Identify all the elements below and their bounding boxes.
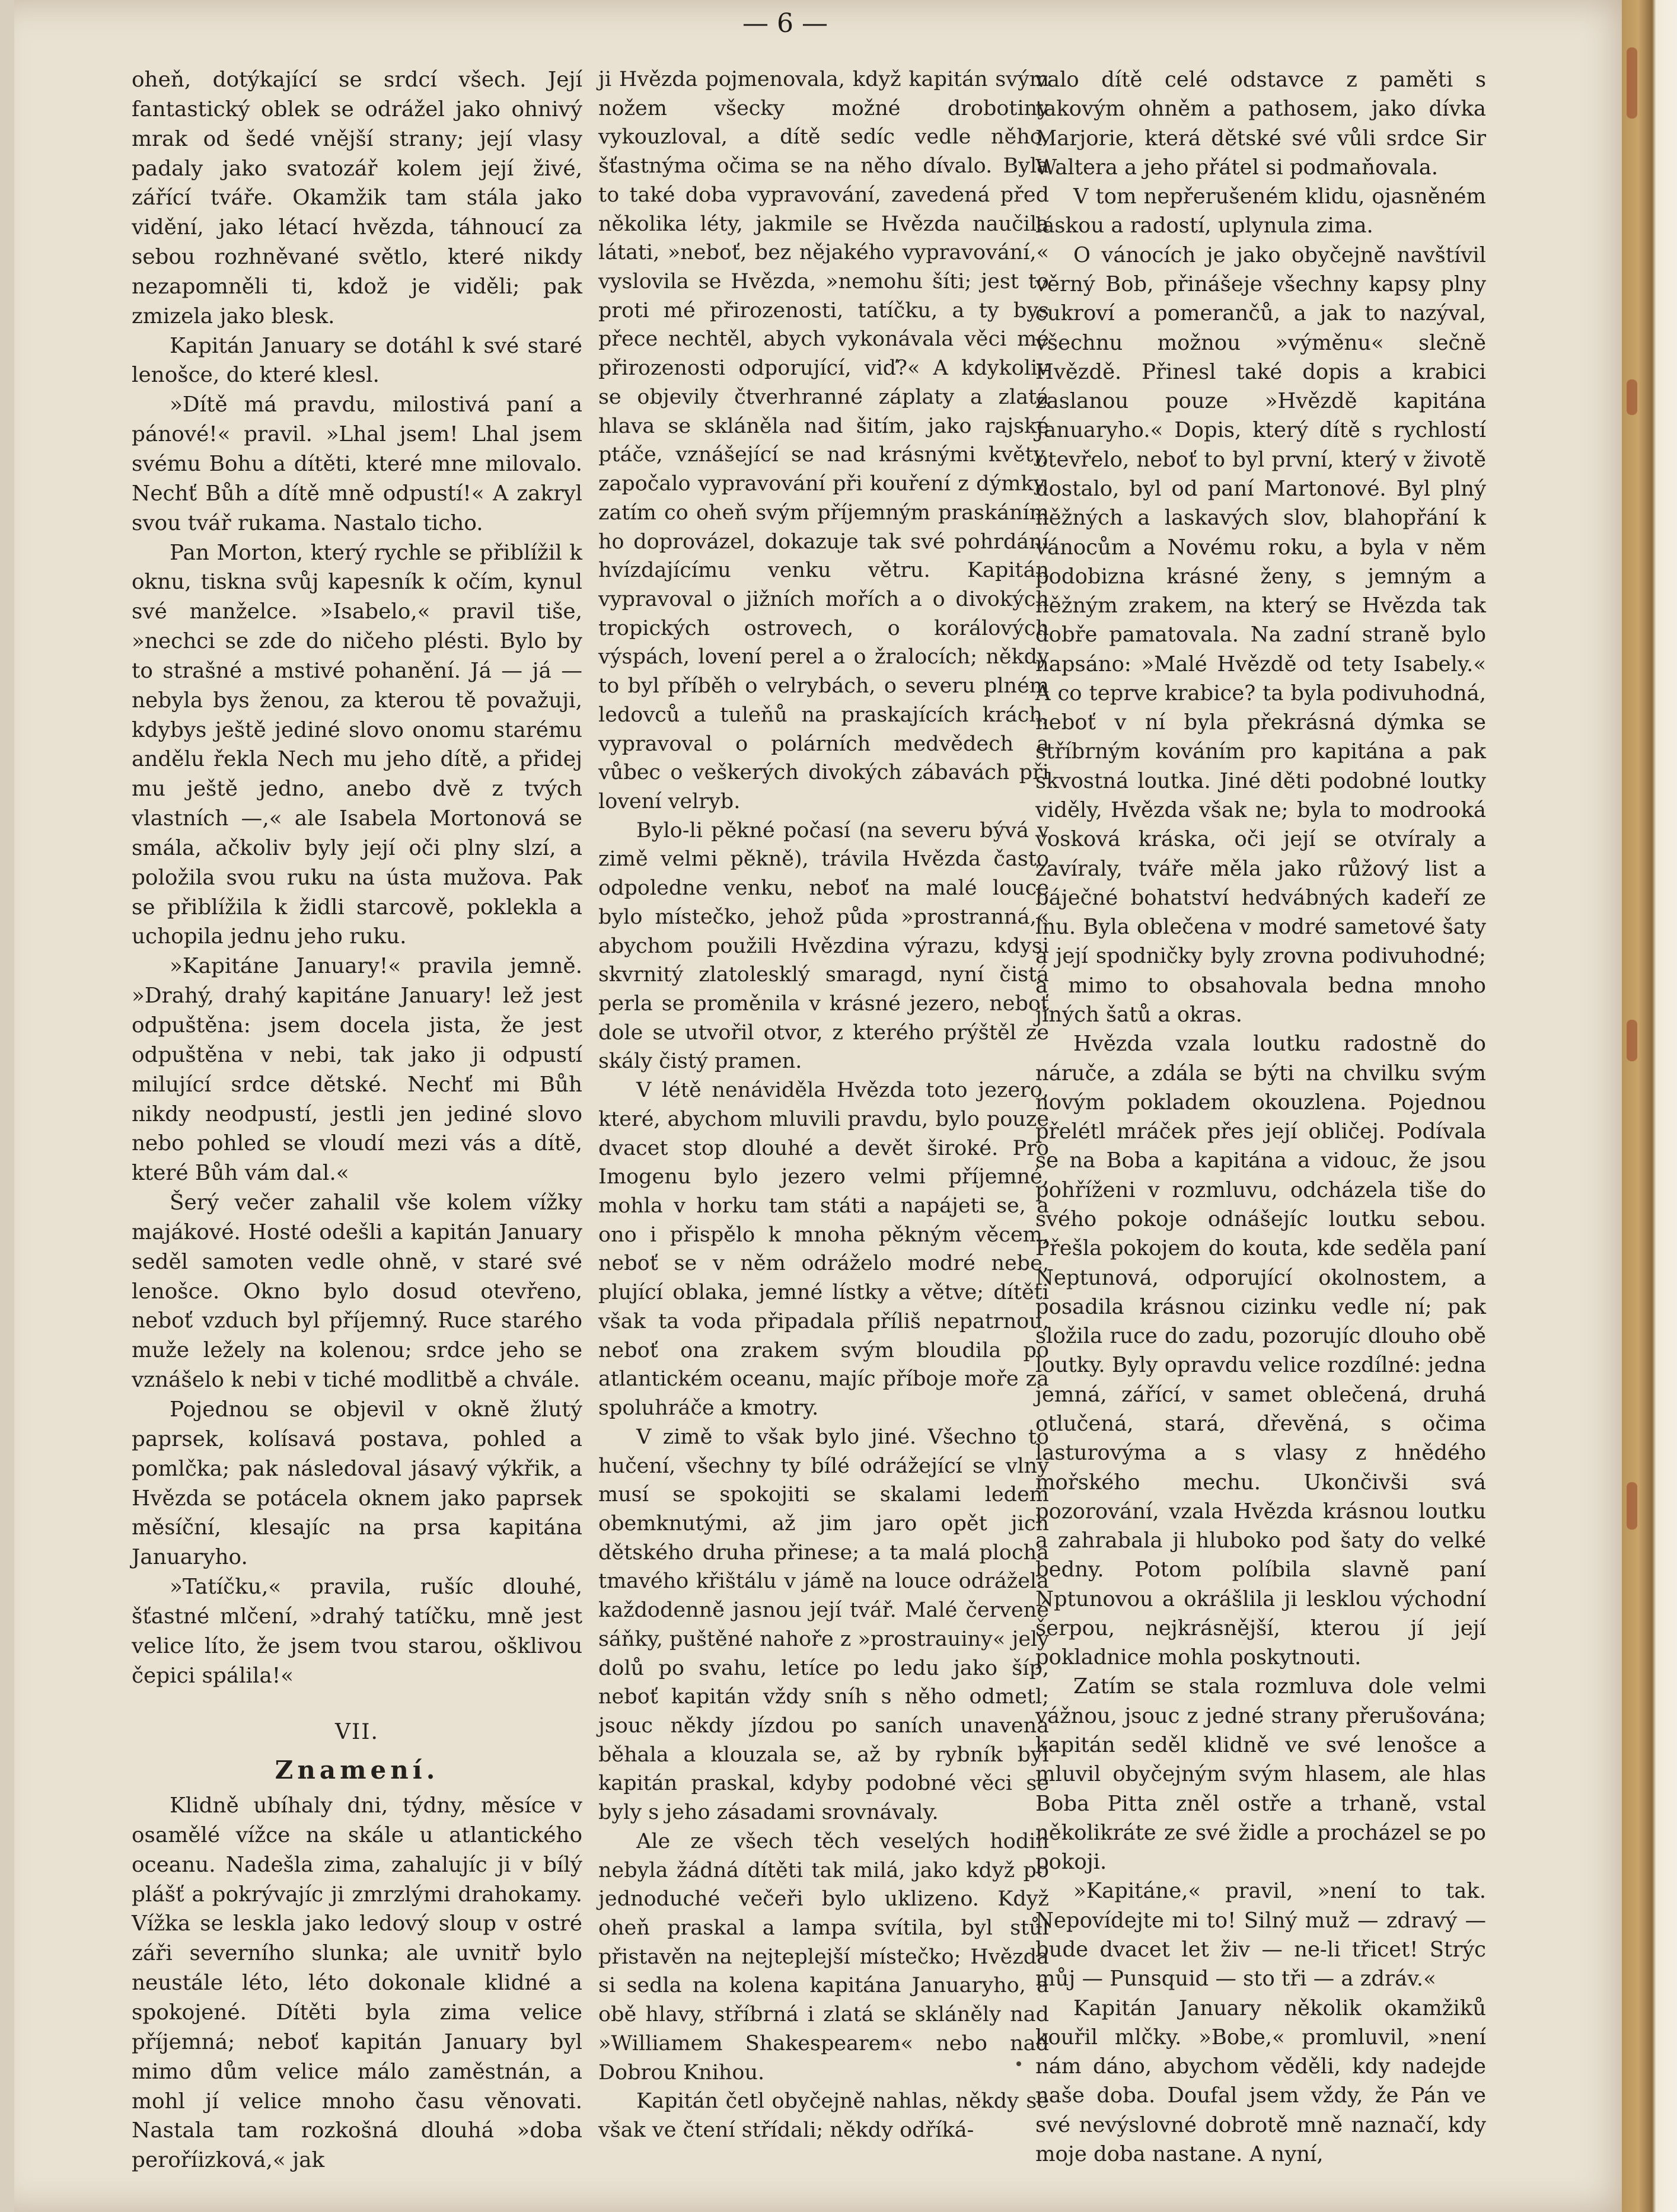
chapter-title: Znamení.	[275, 1755, 439, 1785]
paragraph: valo dítě celé odstavce z paměti s takovým ohněm a pathosem, jako dívka Marjorie, která dětské své vůli srdce Sir Waltera a jeho přátel si podmaňovala.	[1035, 68, 1486, 180]
book-page	[14, 0, 1642, 2212]
text-column-right	[1035, 65, 1486, 2169]
paragraph: Šerý večer zahalil vše kolem vížky majákové. Hosté odešli a kapitán January seděl samoten vedle ohně, v staré své lenošce. Okno bylo dosud otevřeno, neboť vzduch byl příjemný. Ruce starého muže ležely na kolenou; srdce jeho se vznášelo k nebi v tiché modlitbě a chvále.	[132, 1190, 582, 1393]
paragraph: Pojednou se objevil v okně žlutý paprsek, kolísavá postava, pohled a pomlčka; pak následoval jásavý výkřik, a Hvězda se potácela oknem jako paprsek měsíční, klesajíc na prsa kapitána Januaryho.	[132, 1397, 582, 1570]
paragraph: Kapitán January několik okamžiků kouřil mlčky. »Bobe,« promluvil, »není nám dáno, abychom věděli, kdy nadejde naše doba. Doufal jsem vždy, že Pán ve své nevýslovné dobrotě mně naznačí, kdy moje doba nastane. A nyní,	[1035, 1996, 1486, 2166]
foxing-stain	[1627, 1482, 1637, 1530]
paragraph: ji Hvězda pojmenovala, když kapitán svým nožem všecky možné drobotiny vykouzloval, a dítě sedíc vedle něho, šťastnýma očima se na něho dívalo. Byla to také doba vypravování, zavedená před několika léty, jakmile se Hvězda naučila látati, »neboť, bez nějakého vypravování,« vyslovila se Hvězda, »nemohu šíti; jest to proti mé přirozenosti, tatíčku, a ty bys přece nechtěl, abych vykonávala věci mé přirozenosti odporující, viď?« A kdykoliv se objevily čtverhranné záplaty a zlatá hlava se skláněla nad šitím, jako rajské ptáče, vznášející se nad krásnými květy, započalo vypravování při kouření z dýmky, zatím co oheň svým příjemným praskáním ho doprovázel, dokazuje tak své pohrdání hvízdajícímu venku větru. Kapitán vypravoval o jižních mořích a o divokých tropických ostrovech, o korálových výspách, lovení perel a o žralocích; někdy to byl příběh o velrybách, o severu plném ledovců a tuleňů na praskajících krách, vypravoval o polárních medvědech a vůbec o veškerých divokých zábavách při lovení velryb.	[598, 68, 1049, 813]
book-binding-edge	[1622, 0, 1677, 2212]
paragraph: V létě nenáviděla Hvězda toto jezero, které, abychom mluvili pravdu, bylo pouze dvacet stop dlouhé a devět široké. Pro Imogenu bylo jezero velmi příjemné, mohla v horku tam státi a napájeti se, a ono i přispělo k mnoha pěkným věcem, neboť se v něm odráželo modré nebe, plující oblaka, jemné lístky a větve; dítěti však ta voda připadala příliš nepatrnou, neboť ona zrakem svým bloudila po atlantickém oceanu, majíc příboje moře za spoluhráče a kmotry.	[598, 1078, 1049, 1421]
paragraph: Zatím se stala rozmluva dole velmi vážnou, jsouc z jedné strany přerušována; kapitán seděl klidně ve své lenošce a mluvil obyčejným svým hlasem, ale hlas Boba Pitta zněl ostře a trhaně, vstal několikráte ze své židle a procházel se po pokoji.	[1035, 1674, 1486, 1875]
page-number: — 6 —	[742, 8, 828, 39]
paragraph: Kapitán January se dotáhl k své staré lenošce, do které klesl.	[132, 333, 582, 388]
paragraph: Bylo-li pěkné počasí (na severu bývá v zimě velmi pěkně), trávila Hvězda často odpoledne venku, neboť na malé louce bylo místečko, jehož půda »prostranná,« abychom použili Hvězdina výrazu, kdysi skvrnitý zlatolesklý smaragd, nyní čistá perla se proměnila v krásné jezero, neboť dole se utvořil otvor, z kterého prýštěl ze skály čistý pramen.	[598, 818, 1049, 1074]
paragraph: Klidně ubíhaly dni, týdny, měsíce v osamělé vížce na skále u atlantického oceanu. Nadešla zima, zahalujíc ji v bílý plášť a pokrývajíc ji zmrzlými drahokamy. Vížka se leskla jako ledový sloup v ostré záři severního slunka; ale uvnitř bylo neustále léto, léto dokonale klidné a spokojené. Dítěti byla zima velice příjemná; neboť kapitán January byl mimo dům velice málo zaměstnán, a mohl jí velice mnoho času věnovati. Nastala tam rozkošná dlouhá »doba peroříizková,« jak	[132, 1793, 582, 2173]
foxing-stain	[1627, 1020, 1637, 1061]
text-column-middle	[598, 65, 1049, 2145]
paragraph: oheň, dotýkající se srdcí všech. Její fantastický oblek se odrážel jako ohnivý mrak od šedé vnější strany; její vlasy padaly jako svatozář kolem její živé, zářící tváře. Okamžik tam stála jako vidění, jako létací hvězda, táhnoucí za sebou rozhněvané světlo, které nikdy nezapomněli ti, kdož je viděli; pak zmizela jako blesk.	[132, 68, 582, 328]
paragraph: V tom nepřerušeném klidu, ojasněném láskou a radostí, uplynula zima.	[1035, 184, 1486, 238]
paragraph: »Kapitáne January!« pravila jemně. »Drahý, drahý kapitáne January! lež jest odpuštěna: jsem docela jista, že jest odpuštěna v nebi, tak jako ji odpustí milující srdce dětské. Nechť mi Bůh nikdy neodpustí, jestli jen jediné slovo nebo pohled se vloudí mezi vás a dítě, které Bůh vám dal.«	[132, 954, 582, 1186]
ink-speck	[1016, 2061, 1021, 2066]
paragraph: Hvězda vzala loutku radostně do náruče, a zdála se býti na chvilku svým novým pokladem okouzlena. Pojednou přelétl mráček přes její obličej. Podívala se na Boba a kapitána a vidouc, že jsou pohříženi v rozmluvu, odcházela tiše do svého pokoje odnášejíc loutku sebou. Přešla pokojem do kouta, kde seděla paní Neptunová, odporující okolnostem, a posadila krásnou cizinku vedle ní; pak složila ruce do zadu, pozorujíc dlouho obě loutky. Byly opravdu velice rozdílné: jedna jemná, zářící, v samet oblečená, druhá otlučená, stará, dřevěná, s očima lasturovýma a s vlasy z hnědého mořského mechu. Ukončivši svá pozorování, vzala Hvězda krásnou loutku a zahrabala ji hluboko pod šaty do velké bedny. Potom políbila slavně paní Nptunovou a okrášlila ji lesklou východní šerpou, nejkrásnější, kterou jí její pokladnice mohla poskytnouti.	[1035, 1032, 1486, 1670]
paragraph: V zimě to však bylo jiné. Všechno to hučení, všechny ty bílé odrážející se vlny musí se spokojiti se skalami ledem obemknutými, až jim jaro opět jich dětského druha přinese; a ta malá plocha tmavého křištálu v jámě na louce odrážela každodenně jasnou její tvář. Malé červené sáňky, puštěné nahoře z »prostrauiny« jely dolů po svahu, letíce po ledu jako šíp, neboť kapitán vždy sníh s něho odmetl; jsouc někdy jízdou po saních unavena běhala a klouzala se, až by rybník byl kapitán praskal, kdyby podobné věci se byly s jeho zásadami srovnávaly.	[598, 1425, 1049, 1825]
foxing-stain	[1627, 379, 1637, 415]
paragraph: Kapitán četl obyčejně nahlas, někdy se však ve čtení střídali; někdy odříká-	[598, 2089, 1049, 2143]
paragraph: »Tatíčku,« pravila, rušíc dlouhé, šťastné mlčení, »drahý tatíčku, mně jest velice líto, že jsem tvou starou, ošklivou čepici spálila!«	[132, 1575, 582, 1688]
paragraph: Ale ze všech těch veselých hodin nebyla žádná dítěti tak milá, jako když po jednoduché večeři bylo uklizeno. Když oheň praskal a lampa svítila, byl stůl přistavěn na nejteplejší místečko; Hvězda si sedla na kolena kapitána Januaryho, a obě hlavy, stříbrná i zlatá se skláněly nad »Williamem Shakespearem« nebo nad Dobrou Knihou.	[598, 1829, 1049, 2085]
paragraph: »Kapitáne,« pravil, »není to tak. Nepovídejte mi to! Silný muž — zdravý — bude dvacet let živ — ne-li třicet! Strýc můj — Punsquid — sto tři — a zdráv.«	[1035, 1879, 1486, 1991]
chapter-number: VII.	[335, 1720, 379, 1745]
paragraph: Pan Morton, který rychle se přiblížil k oknu, tiskna svůj kapesník k očím, kynul své manželce. »Isabelo,« pravil tiše, »nechci se zde do ničeho plésti. Bylo by to strašné a mstivé pohanění. Já — já — nebyla bys ženou, za kterou tě považuji, kdybys ještě jediné slovo onomu starému andělu řekla Nech mu jeho dítě, a přidej mu ještě jedno, anebo dvě z tvých vlastních —,« ale Isabela Mortonová se smála, ačkoliv byly její oči plny slzí, a položila svou ruku na ústa mužova. Pak se přiblížila k židli starcově, poklekla a uchopila jednu jeho ruku.	[132, 540, 582, 949]
paragraph: »Dítě má pravdu, milostivá paní a pánové!« pravil. »Lhal jsem! Lhal jsem svému Bohu a dítěti, které mne milovalo. Nechť Bůh a dítě mně odpustí!« A zakryl svou tvář rukama. Nastalo ticho.	[132, 392, 582, 535]
foxing-stain	[1627, 47, 1637, 119]
text-column-left	[132, 65, 582, 2175]
paragraph: O vánocích je jako obyčejně navštívil věrný Bob, přinášeje všechny kapsy plny cukroví a pomerančů, a jak to nazýval, všechnu možnou »výměnu« slečně Hvězdě. Přinesl také dopis a krabici zaslanou pouze »Hvězdě kapitána Januaryho.« Dopis, který dítě s rychlostí otevřelo, neboť to byl první, který v životě dostalo, byl od paní Martonové. Byl plný něžných a laskavých slov, blahopřání k vánocům a Novému roku, a byla v něm podobizna krásné ženy, s jemným a něžným zrakem, na který se Hvězda tak dobře pamatovala. Na zadní straně bylo napsáno: »Malé Hvězdě od tety Isabely.« A co teprve krabice? ta byla podivuhodná, neboť v ní byla překrásná dýmka se stříbrným kováním pro kapitána a pak skvostná loutka. Jiné děti podobné loutky viděly, Hvězda však ne; byla to modrooká vosková kráska, oči její se otvíraly a zavíraly, tváře měla jako růžový list a báječné bohatství hedvábných kadeří ze lnu. Byla oblečena v modré sametové šaty a její spodničky byly zrovna podivuhodné; a mimo to obsahovala bedna mnoho jiných šatů a okras.	[1035, 242, 1486, 1027]
